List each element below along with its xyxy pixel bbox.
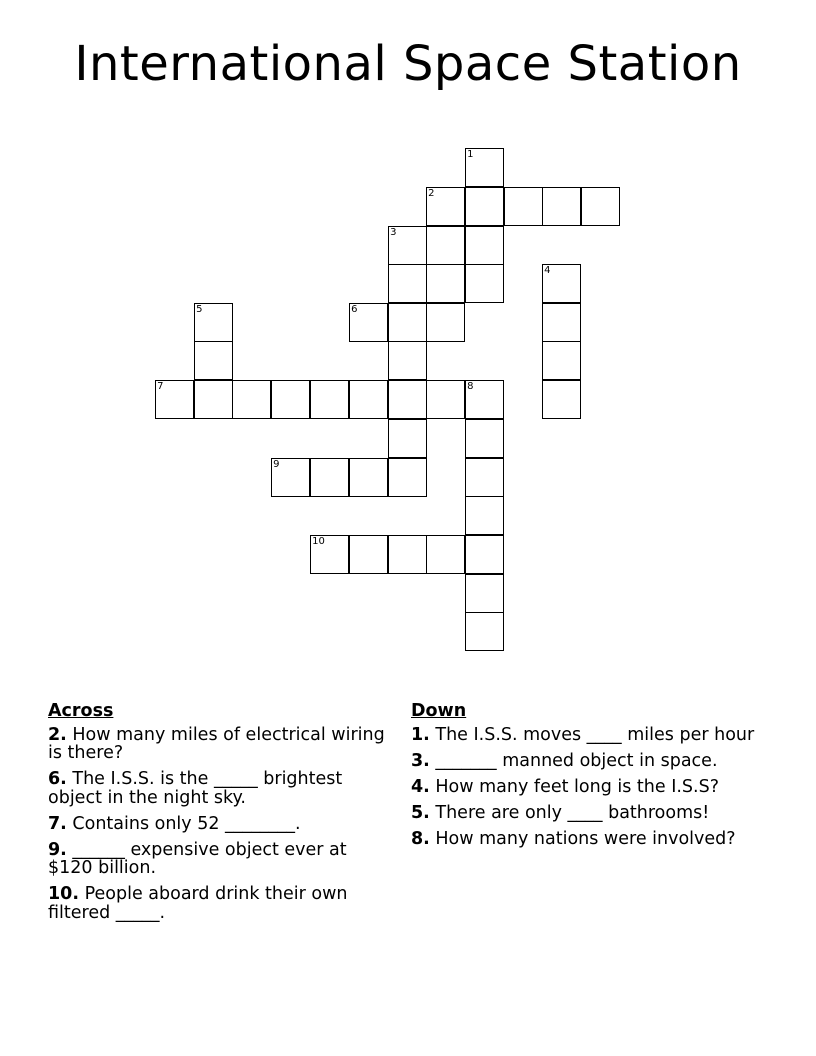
across-clues (48, 702, 388, 930)
crossword-cell[interactable] (426, 303, 465, 342)
crossword-cell[interactable] (388, 458, 427, 497)
crossword-cell[interactable] (349, 303, 388, 342)
crossword-cell[interactable] (194, 341, 233, 380)
clue-text: ______ expensive object ever at $120 billion. (48, 839, 347, 878)
cell-number: 8 (467, 381, 474, 393)
crossword-cell[interactable] (465, 226, 504, 265)
clue-number: 9. (48, 839, 67, 860)
crossword-cell[interactable] (194, 380, 233, 419)
crossword-cell[interactable] (388, 341, 427, 380)
crossword-cell[interactable] (155, 380, 194, 419)
crossword-cell[interactable] (426, 535, 465, 574)
clue-number: 4. (411, 776, 430, 797)
clue-text: There are only ____ bathrooms! (429, 802, 710, 823)
crossword-cell[interactable] (388, 419, 427, 458)
crossword-cell[interactable] (426, 264, 465, 303)
crossword-cell[interactable] (465, 535, 504, 574)
cell-number: 3 (390, 227, 397, 239)
crossword-cell[interactable] (349, 380, 388, 419)
cell-number: 4 (544, 265, 551, 277)
crossword-cell[interactable] (465, 612, 504, 651)
clue-number: 2. (48, 724, 67, 745)
crossword-cell[interactable] (388, 226, 427, 265)
across-clue-9 (48, 841, 388, 878)
across-clue-6 (48, 770, 388, 807)
crossword-cell[interactable] (465, 264, 504, 303)
clue-text: People aboard drink their own filtered _____. (48, 884, 348, 923)
cell-number: 5 (196, 304, 203, 316)
crossword-cell[interactable] (581, 187, 620, 226)
crossword-cell[interactable] (271, 458, 310, 497)
cell-number: 6 (351, 304, 358, 316)
down-clue-1 (411, 726, 761, 745)
crossword-cell[interactable] (465, 419, 504, 458)
crossword-cell[interactable] (426, 226, 465, 265)
clue-text: The I.S.S. moves ____ miles per hour (429, 724, 755, 745)
crossword-cell[interactable] (310, 535, 349, 574)
crossword-cell[interactable] (271, 380, 310, 419)
crossword-cell[interactable] (542, 264, 581, 303)
crossword-cell[interactable] (388, 380, 427, 419)
clue-number: 10. (48, 884, 80, 904)
crossword-cell[interactable] (465, 380, 504, 419)
clue-number: 1. (411, 724, 430, 745)
cell-number: 2 (428, 188, 435, 200)
crossword-cell[interactable] (310, 380, 349, 419)
cell-number: 10 (312, 536, 325, 548)
crossword-cell[interactable] (349, 535, 388, 574)
clue-number: 3. (411, 750, 430, 771)
down-clue-5 (411, 804, 761, 823)
clue-text: How many feet long is the I.S.S? (429, 776, 719, 797)
crossword-cell[interactable] (542, 187, 581, 226)
crossword-cell[interactable] (465, 458, 504, 497)
crossword-cell[interactable] (542, 380, 581, 419)
cell-number: 7 (157, 381, 164, 393)
down-clue-4 (411, 778, 761, 797)
crossword-cell[interactable] (542, 303, 581, 342)
crossword-cell[interactable] (504, 187, 543, 226)
clue-number: 7. (48, 813, 67, 834)
page-title: International Space Station (74, 36, 742, 92)
crossword-cell[interactable] (465, 187, 504, 226)
crossword-cell[interactable] (426, 187, 465, 226)
cell-number: 1 (467, 149, 474, 161)
crossword-cell[interactable] (388, 303, 427, 342)
clue-number: 6. (48, 769, 67, 789)
crossword-cell[interactable] (194, 303, 233, 342)
across-clue-7 (48, 815, 388, 834)
down-clues (411, 702, 761, 856)
crossword-cell[interactable] (349, 458, 388, 497)
crossword-cell[interactable] (465, 496, 504, 535)
clue-text: Contains only 52 ________. (66, 813, 301, 834)
crossword-cell[interactable] (232, 380, 271, 419)
cell-number: 9 (273, 459, 280, 471)
crossword-cell[interactable] (426, 380, 465, 419)
clue-text: How many miles of electrical wiring is there? (48, 724, 385, 763)
across-heading: Across (48, 701, 114, 721)
across-clue-10 (48, 885, 388, 922)
crossword-cell[interactable] (465, 148, 504, 187)
crossword-cell[interactable] (310, 458, 349, 497)
clue-number: 8. (411, 828, 430, 849)
crossword-cell[interactable] (465, 574, 504, 613)
down-clue-3 (411, 752, 761, 771)
clue-number: 5. (411, 802, 430, 823)
clue-text: The I.S.S. is the _____ brightest object in the night sky. (48, 769, 343, 808)
crossword-cell[interactable] (388, 535, 427, 574)
crossword-cell[interactable] (388, 264, 427, 303)
down-clue-8 (411, 830, 761, 849)
crossword-cell[interactable] (542, 341, 581, 380)
clue-text: _______ manned object in space. (429, 750, 718, 771)
clue-text: How many nations were involved? (429, 828, 736, 849)
across-clue-2 (48, 726, 388, 763)
down-heading: Down (411, 701, 467, 721)
